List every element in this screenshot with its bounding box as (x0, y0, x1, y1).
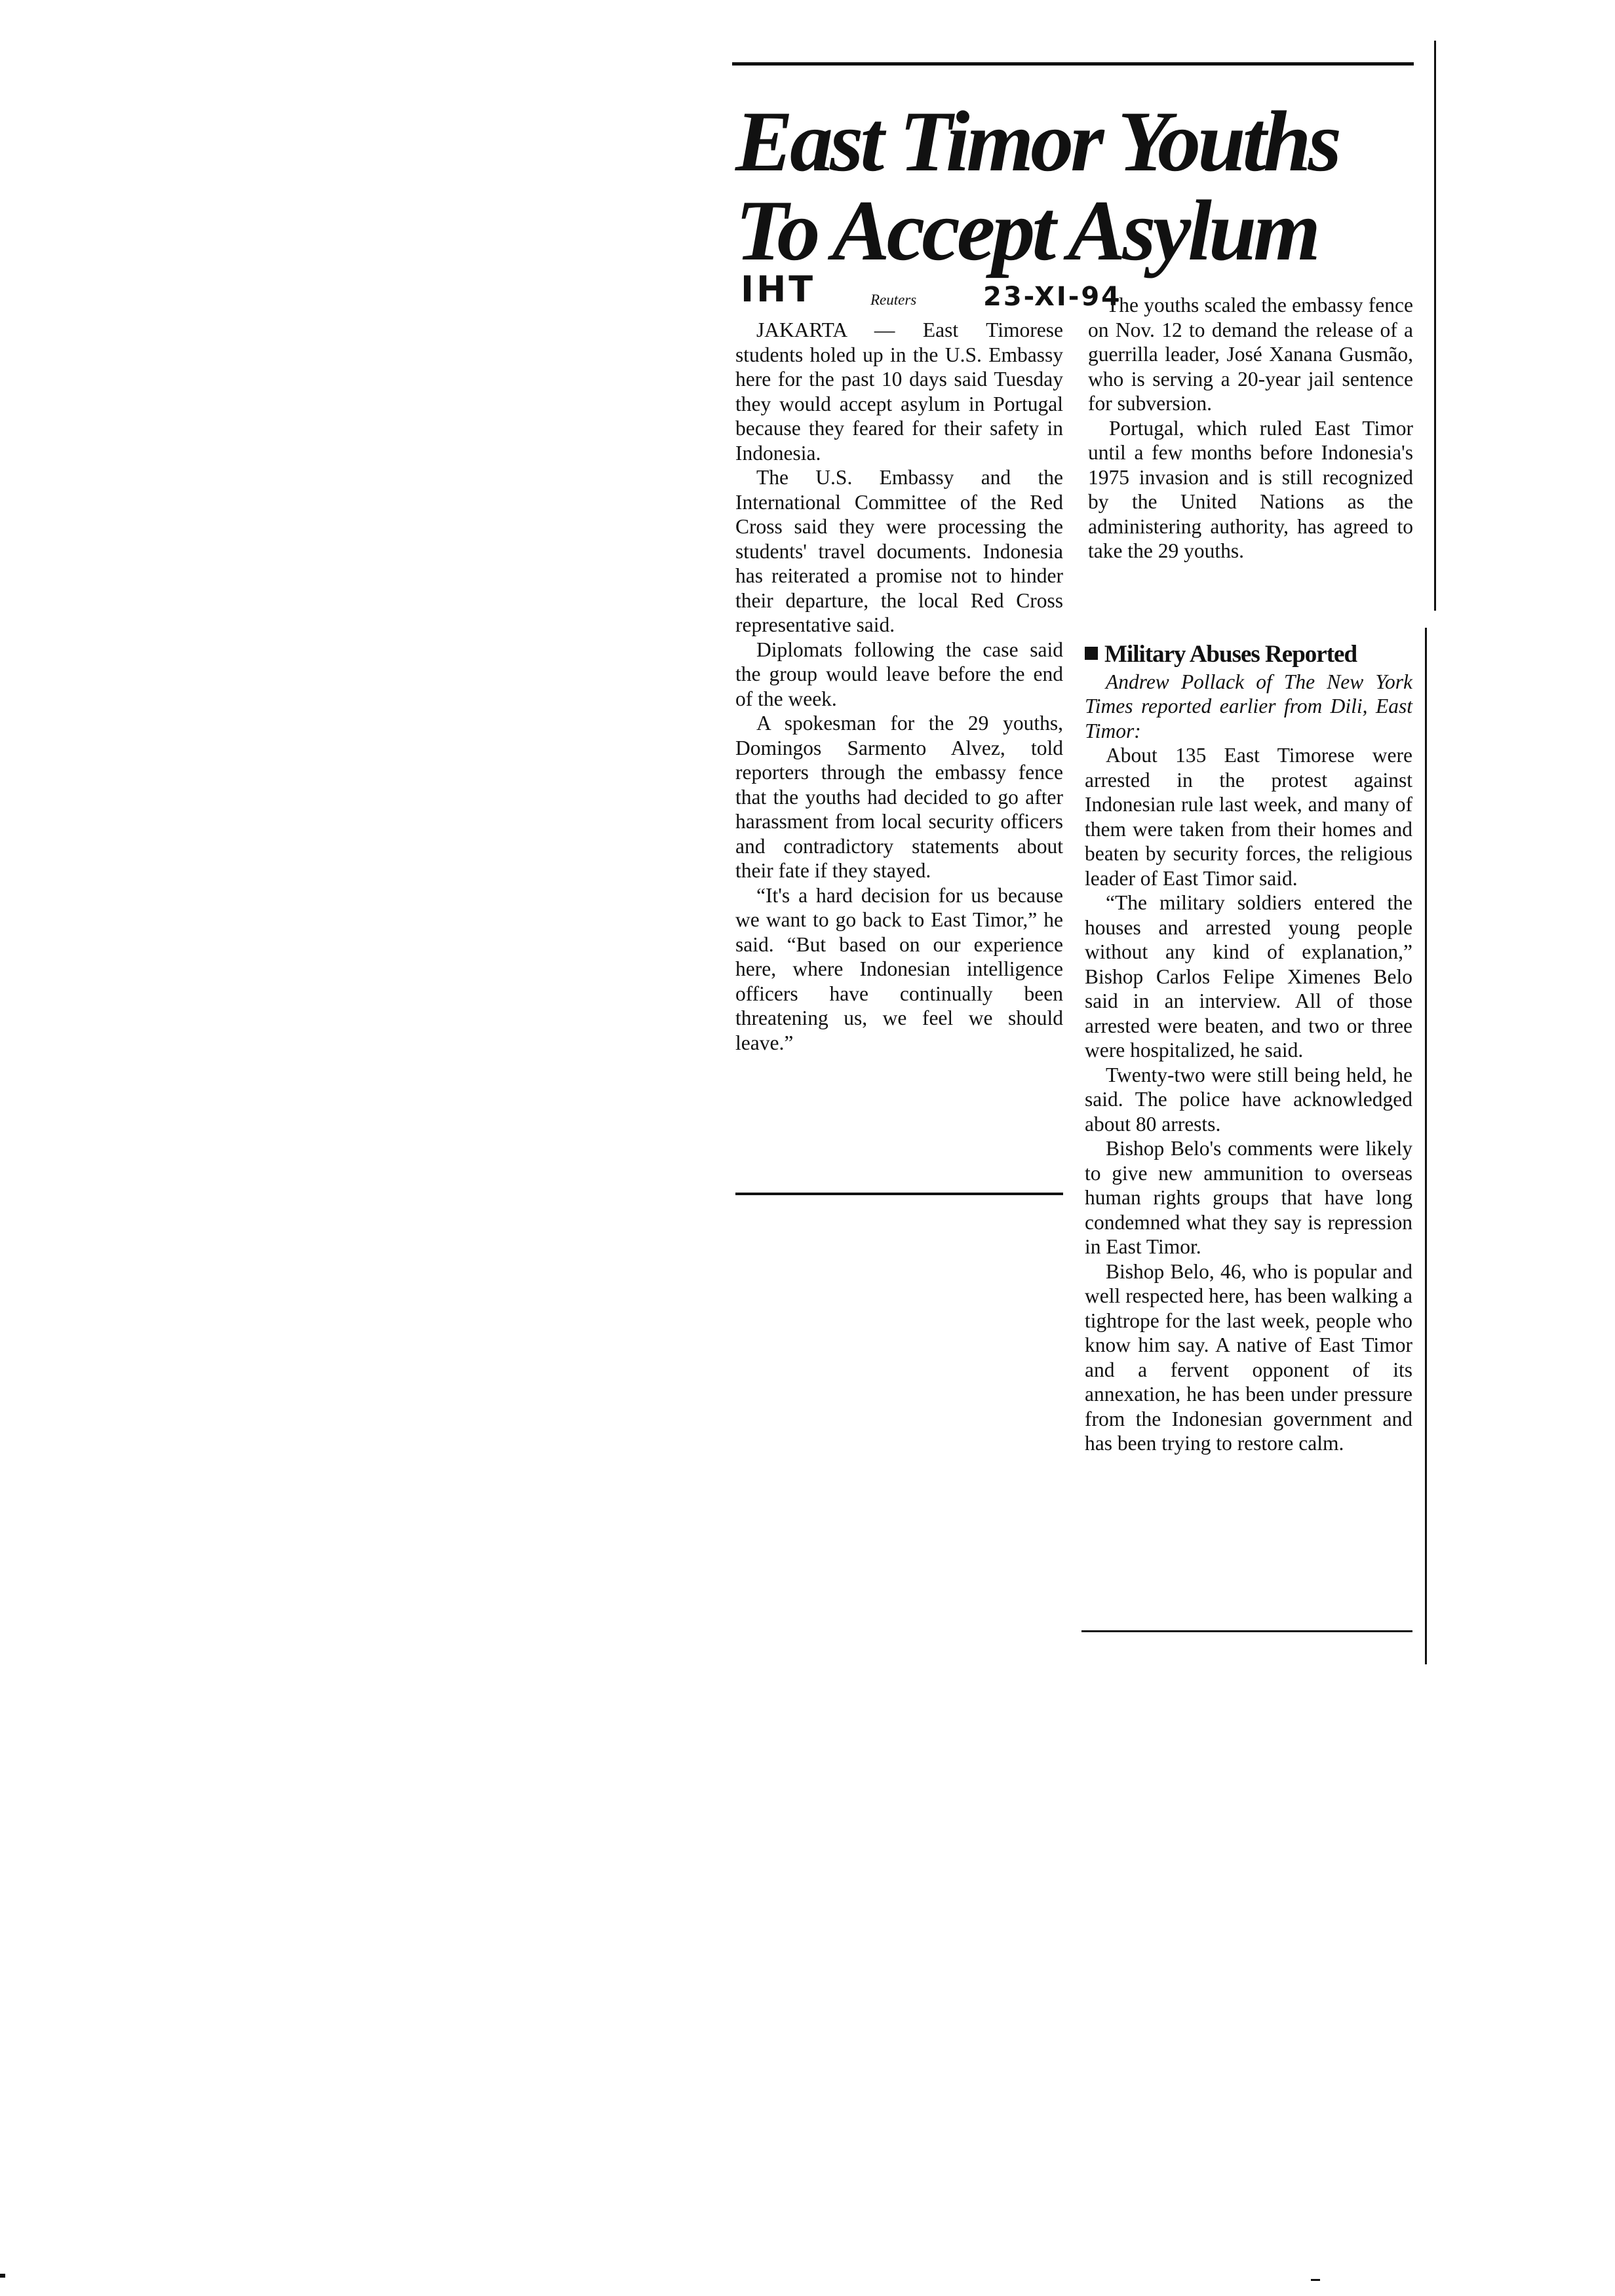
column-1-end-rule (735, 1193, 1063, 1195)
column-divider-upper (1434, 41, 1436, 611)
wire-credit: Reuters (870, 292, 917, 308)
paragraph: Bishop Belo's comments were likely to give new ammunition to overseas human rights groups that have long condemned what they say is repression in East Timor. (1085, 1137, 1412, 1258)
paragraph: JAKARTA — East Timorese students holed up in the U.S. Embassy here for the past 10 days said Tuesday they would accept asylum in Portugal because they feared for their safety in Indonesia. (735, 318, 1063, 465)
paragraph: Bishop Belo, 46, who is popular and well respected here, has been walking a tightrope for the last week, people who know him say. A native of East Timor and a fervent opponent of its annexation, he has been under pressure from the Indonesian government and has been trying to restore calm. (1085, 1259, 1412, 1455)
column-divider-lower (1425, 628, 1427, 1664)
paragraph: “It's a hard decision for us because we want to go back to East Timor,” he said. “But based on our experience here, where Indonesian intelligence officers have continually been threatening us, we feel we should leave.” (735, 883, 1063, 1054)
top-rule (732, 62, 1414, 66)
article-column-1 (735, 318, 1063, 1055)
paragraph: “The military soldiers entered the houses and arrested young people without any kind of explanation,” Bishop Carlos Felipe Ximenes Belo said in an interview. All of those arrested were beaten, and two or three were hospitalized, he said. (1085, 891, 1412, 1062)
scan-smudge (0, 2274, 5, 2278)
paragraph: Portugal, which ruled East Timor until a few months before Indonesia's 1975 invasion and is still recognized by the United Nations as the administering authority, has agreed to take the 29 youths. (1088, 416, 1413, 562)
square-bullet-icon (1085, 647, 1098, 660)
scan-smudge (1311, 2279, 1320, 2281)
paragraph: About 135 East Timorese were arrested in the protest against Indonesian rule last week, and many of them were taken from their homes and beaten by security forces, the religious leader of East Timor said. (1085, 744, 1412, 890)
paragraph: The U.S. Embassy and the International Committee of the Red Cross said they were processing the students' travel documents. Indonesia has reiterated a promise not to hinder their departure, the local Red Cross representative said. (735, 466, 1063, 636)
headline-line-2: To Accept Asylum (735, 182, 1317, 278)
paragraph: Diplomats following the case said the group would leave before the end of the week. (735, 638, 1063, 710)
article-column-2 (1088, 293, 1413, 564)
sidebar-end-rule (1081, 1630, 1412, 1632)
headline-line-1: East Timor Youths (735, 93, 1339, 189)
sidebar-subhead-text: Military Abuses Reported (1104, 641, 1357, 668)
paragraph: Twenty-two were still being held, he said. The police have acknowledged about 80 arrests. (1085, 1063, 1412, 1136)
handwritten-source-note: IHT (741, 269, 816, 310)
paragraph: The youths scaled the embassy fence on Nov. 12 to demand the release of a guerrilla leader, José Xanana Gusmão, who is serving a 20-year jail sentence for subversion. (1088, 294, 1413, 415)
sidebar-subhead (1085, 642, 1412, 667)
paragraph: A spokesman for the 29 youths, Domingos Sarmento Alvez, told reporters through the embassy fence that the youths had decided to go after harassment from local security officers and contradictory statements about their fate if they stayed. (735, 712, 1063, 882)
sidebar-military-abuses (1085, 642, 1412, 1456)
sidebar-intro: Andrew Pollack of The New York Times reported earlier from Dili, East Timor: (1085, 670, 1412, 742)
handwritten-date-note: 23-XI-94 (983, 282, 1121, 312)
